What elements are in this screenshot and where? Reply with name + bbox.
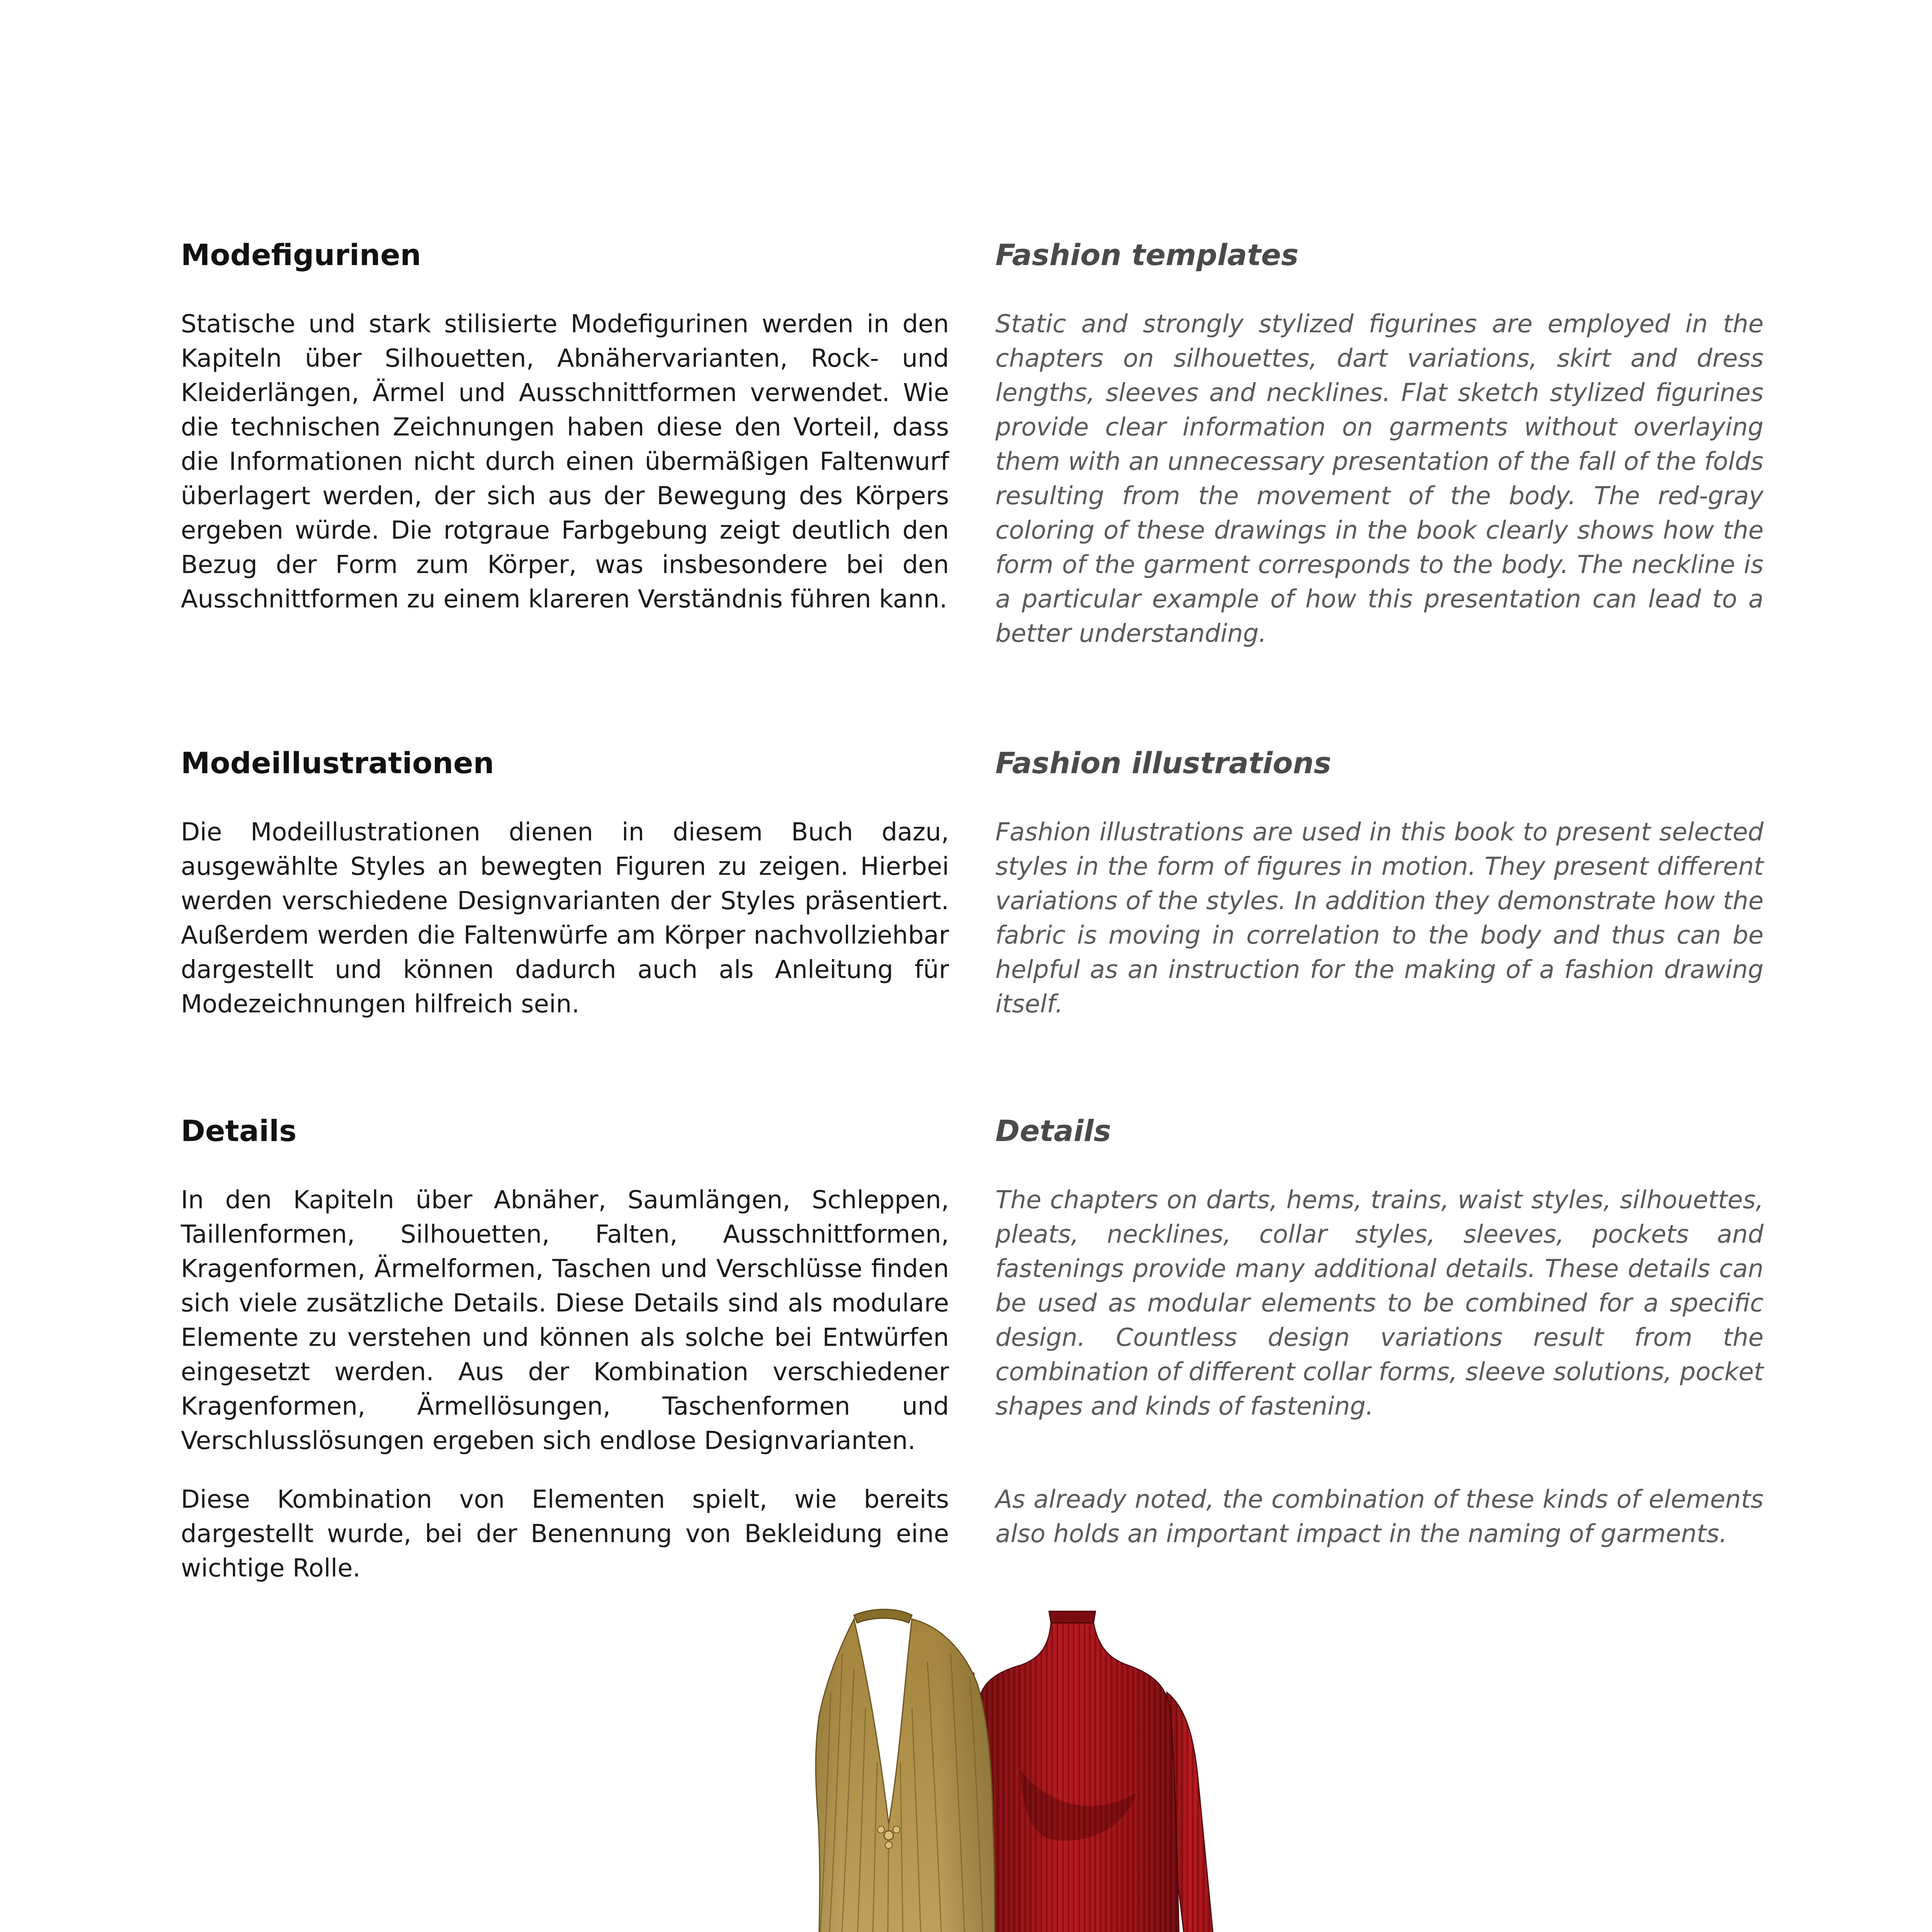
modeillustrationen-section-de — [181, 746, 949, 1019]
gowns-illustration — [672, 1607, 1291, 1932]
paragraph-de — [181, 1483, 949, 1586]
paragraph-de — [181, 815, 949, 1022]
paragraph-en — [995, 307, 1764, 651]
paragraph-text: Fashion illustrations are used in this book to present selected styles in the form of figures in motion. They present different variations of the styles. In addition they demonstrate how the fabric is moving in correlation to the body and thus can be helpful as an instruction for the making of a fashion drawing itself. — [995, 818, 1764, 1019]
fashion-illustrations-section-en — [995, 746, 1764, 1019]
section-heading-de: Details — [181, 1114, 297, 1148]
paragraph-text: Static and strongly stylized figurines are employed in the chapters on silhouettes, dart variations, skirt and dress lengths, sleeves and necklines. Flat sketch stylized figurines provide clear information on garments without overlaying them with an unnecessary presentation of the fall of the folds resulting from the movement of the body. The red-gray coloring of these drawings in the book clearly shows how the form of the garment corresponds to the body. The neckline is a particular example of how this presentation can lead to a better understanding. — [995, 310, 1764, 648]
details-section-de — [181, 1114, 949, 1583]
details-section-en — [995, 1114, 1764, 1548]
paragraph-de — [181, 307, 949, 617]
section-heading-de: Modeillustrationen — [181, 746, 494, 780]
section-heading-en: Fashion illustrations — [995, 746, 1332, 780]
paragraph-text: In den Kapiteln über Abnäher, Saumlängen, Schleppen, Taillenformen, Silhouetten, Falten, Ausschnittformen, Kragenformen, Ärmelformen, Taschen und Verschlüsse finden sich viele zusätzliche Details. Diese Details sind als modulare Elemente zu verstehen und können als solche bei Entwürfen eingesetzt werden. Aus der Kombination verschiedener Kragenformen, Ärmellösungen, Taschenformen und Verschlusslösungen ergeben sich endlose Designvarianten. — [181, 1186, 949, 1455]
section-heading-de: Modefigurinen — [181, 238, 421, 272]
paragraph-en — [995, 1483, 1764, 1551]
paragraph-de — [181, 1183, 949, 1458]
section-heading-en: Fashion templates — [995, 238, 1299, 272]
modefigurinen-section-de — [181, 238, 949, 614]
paragraph-text: The chapters on darts, hems, trains, waist styles, silhouettes, pleats, necklines, collar styles, sleeves, pockets and fastenings provide many additional details. These details can be used as modular elements to be combined for a specific design. Countless design variations result from the combination of different collar forms, sleeve solutions, pocket shapes and kinds of fastening. — [995, 1186, 1764, 1421]
paragraph-en — [995, 815, 1764, 1022]
paragraph-en — [995, 1183, 1764, 1424]
section-heading-en: Details — [995, 1114, 1111, 1148]
paragraph-text: Statische und stark stilisierte Modefigurinen werden in den Kapiteln über Silhouetten, Abnähervarianten, Rock- und Kleiderlängen, Ärmel und Ausschnittformen verwendet. Wie die technischen Zeichnungen haben diese den Vorteil, dass die Informationen nicht durch einen übermäßigen Faltenwurf überlagert werden, der sich aus der Bewegung des Körpers ergeben würde. Die rotgraue Farbgebung zeigt deutlich den Bezug der Form zum Körper, was insbesondere bei den Ausschnittformen zu einem klareren Verständnis führen kann. — [181, 310, 949, 614]
paragraph-text: Die Modeillustrationen dienen in diesem Buch dazu, ausgewählte Styles an bewegten Figuren zu zeigen. Hierbei werden verschiedene Designvarianten der Styles präsentiert. Außerdem werden die Faltenwürfe am Körper nachvollziehbar dargestellt und können dadurch auch als Anleitung für Modezeichnungen hilfreich sein. — [181, 818, 949, 1019]
paragraph-text: Diese Kombination von Elementen spielt, wie bereits dargestellt wurde, bei der Benennung von Bekleidung eine wichtige Rolle. — [181, 1485, 949, 1583]
fashion-templates-section-en — [995, 238, 1764, 648]
paragraph-text: As already noted, the combination of these kinds of elements also holds an important impact in the naming of garments. — [995, 1485, 1764, 1548]
